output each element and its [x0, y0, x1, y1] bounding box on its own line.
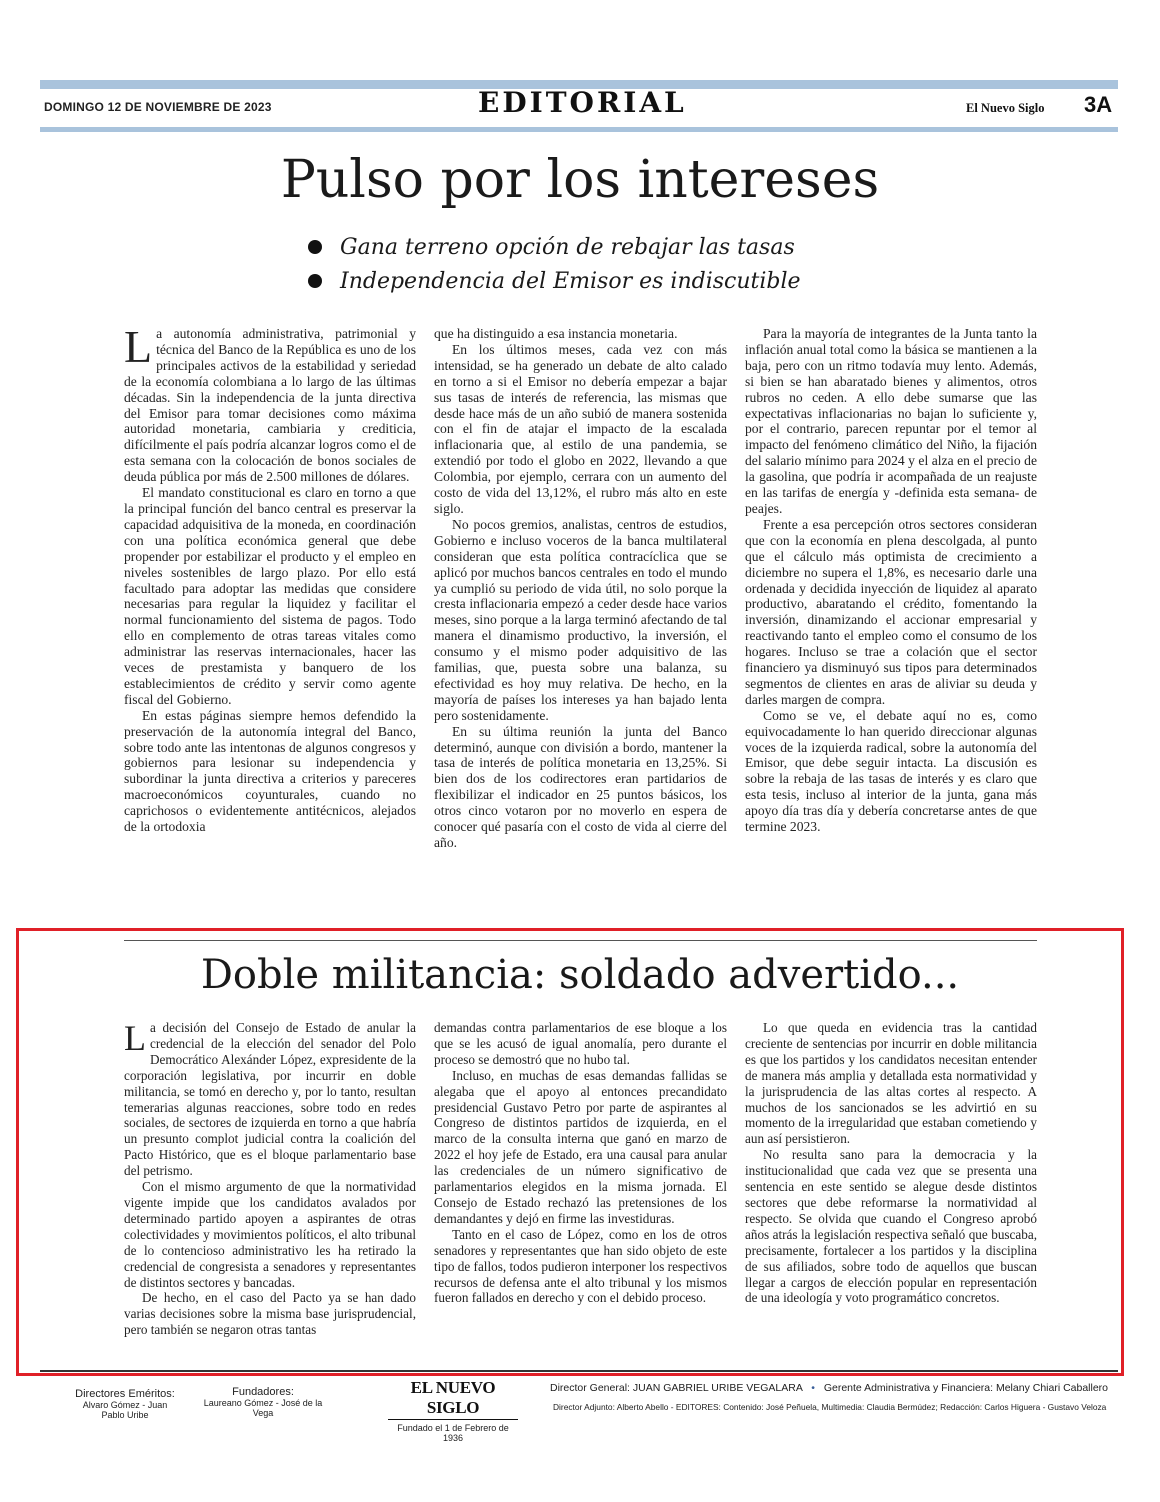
- bullet-text: Independencia del Emisor es indiscutible: [340, 268, 801, 294]
- paragraph: que ha distinguido a esa instancia monetaria.: [434, 326, 678, 341]
- bullet-icon: [308, 240, 322, 254]
- bullet-icon: [308, 274, 322, 288]
- bullet-item: [300, 230, 900, 264]
- directores-label: Directores Eméritos:: [75, 1388, 175, 1400]
- divider: [124, 940, 1037, 941]
- paragraph: Frente a esa percepción otros sectores consideran que con la economía en plena descolgada, al punto que el cálculo más optimista de crecimiento a diciembre no supera el 1,8%, es necesario darle una ordenada y decidida inyección de liquidez al aparato productivo, abaratando el crédito, fomentando la inversión, dinamizando el accionar empresarial y reactivando tanto el empleo como el consumo de los hogares. Incluso se trae a colación que el sector financiero ya disminuyó sus tipos para determinados segmentos de clientes en aras de aliviar su deuda y darles margen de compra.: [745, 516, 1037, 707]
- founded-date: Fundado el 1 de Febrero de 1936: [397, 1423, 509, 1443]
- footer-logo-block: [388, 1378, 518, 1443]
- footer-logo: EL NUEVO SIGLO: [388, 1378, 518, 1420]
- footer-rule: [40, 1370, 1118, 1372]
- section-title: EDITORIAL: [478, 86, 687, 119]
- director-general: Director General: JUAN GABRIEL URIBE VEGALARA: [550, 1382, 803, 1394]
- paragraph: Incluso, en muchas de esas demandas fallidas se alegaba que el apoyo al entonces precandidato presidencial Gustavo Petro por parte de aspirantes al Congreso de distintos partidos de izquierda, en el marco de la consulta interna que ganó en marzo de 2022 el hoy jefe de Estado, era una causal para anular las credenciales de un número significativo de parlamentarios elegidos en la misma jornada. El Consejo de Estado rechazó las pretensiones de los demandantes y dejó en firme las investiduras.: [434, 1067, 727, 1226]
- page-number: 3A: [1084, 92, 1113, 117]
- paragraph: En estas páginas siempre hemos defendido la preservación de la autonomía integral del Banco, sobre todo ante las intentonas de algunos congresos y gobiernos para lesionar su independencia y subordinar la junta directiva a criterios y pareceres macroeconómicos coyunturales, cuando no caprichosos o evidentemente antitécnicos, alejados de la ortodoxia: [124, 707, 416, 835]
- drop-cap: L: [124, 321, 153, 372]
- paragraph: La decisión del Consejo de Estado de anular la credencial de la elección del senador del Polo Democrático Alexánder López, expresidente de la corporación legislativa, por incurrir en doble militancia, se tomó en derecho y, por lo tanto, resultan temerarias algunas reacciones, sobre todo en redes sociales, de sectores de izquierda en torno a que habría un presunto complot judicial contra la coalición del Pacto Histórico, que es el bloque parlamentario base del petrismo.: [124, 1018, 416, 1179]
- directores-block: [70, 1388, 180, 1420]
- fundadores-names: Laureano Gómez - José de la Vega: [203, 1398, 323, 1418]
- fundadores-label: Fundadores:: [232, 1386, 294, 1398]
- masthead-name: El Nuevo Siglo: [966, 101, 1045, 115]
- issue-date: DOMINGO 12 DE NOVIEMBRE DE 2023: [44, 100, 272, 114]
- separator-dot: •: [811, 1382, 815, 1394]
- paragraph: En los últimos meses, cada vez con más intensidad, se ha generado un debate de alto calado en torno a si el Emisor no debería empezar a bajar sus tasas de interés de referencia, las mismas que desde hace más de un año subió de manera sostenida con el fin de atajar el impacto de la escalada inflacionaria que, al estilo de una pandemia, se extendió por todo el globo en 2022, llevando a que Colombia, por ejemplo, cerrara con un aumento del costo de vida del 13,12%, el rubro más alto en este siglo.: [434, 341, 727, 516]
- bullet-item: [300, 264, 900, 298]
- editorial-title: Pulso por los intereses: [280, 150, 880, 210]
- staff-line-2: Director Adjunto: Alberto Abello - EDITORES: Contenido: José Peñuela, Multimedia: Claudia Bermúdez; Redacción: Carlos Higuera - Gustavo Veloza: [553, 1402, 1107, 1412]
- staff-line-1: [550, 1382, 1110, 1394]
- editorial-title-2: Doble militancia: soldado advertido...: [200, 952, 960, 998]
- paragraph: Tanto en el caso de López, como en los de otros senadores y representantes que han sido objeto de este tipo de fallos, todos pudieron interponer los respectivos recursos de defensa ante el alto tribunal y los mismos fueron fallados en derecho y con el debido proceso.: [434, 1226, 727, 1306]
- paragraph: Como se ve, el debate aquí no es, como equivocadamente lo han querido direccionar algunas voces de la izquierda radical, sobre la autonomía del Emisor, que debe seguir intacta. La discusión es sobre la rebaja de las tasas de interés y es claro que esta tesis, incluso al interior de la junta, gana más apoyo día tras día y debería concretarse antes de que termine 2023.: [745, 707, 1037, 835]
- paragraph: La autonomía administrativa, patrimonial y técnica del Banco de la República es uno de los principales activos de la estabilidad y seriedad de la economía colombiana a lo largo de las últimas décadas. Sin la independencia de la junta directiva del Emisor para tomar decisiones como máxima autoridad monetaria, cambiaria y crediticia, difícilmente el país podría alcanzar logros como el de esta semana con la colocación de bonos sociales de deuda pública por más de 2.500 millones de dólares.: [124, 321, 416, 485]
- paragraph: No pocos gremios, analistas, centros de estudios, Gobierno e incluso voceros de la banca multilateral consideran que esta política contracíclica que se aplicó por muchos bancos centrales en todo el mundo ya cumplió su periodo de vida útil, no solo porque la cresta inflacionaria empezó a ceder desde hace varios meses, sino porque a la larga terminó afectando de tal manera el dinamismo productivo, la inversión, el consumo y el mismo poder adquisitivo de las familias, que, puesta sobre una balanza, su efectividad es hoy muy relativa. De hecho, en la mayoría de países los intereses ya han bajado lenta pero sostenidamente.: [434, 516, 727, 723]
- paragraph: Para la mayoría de integrantes de la Junta tanto la inflación anual total como la básica se mantienen a la baja, pero con un ritmo todavía muy lento. Además, si bien se han abaratado bienes y alimentos, otros rubros no ceden. A ello debe sumarse que las expectativas inflacionarias no bajan lo suficiente y, por el contrario, parecen repuntar por el temor al impacto del fenómeno climático del Niño, la fijación del salario mínimo para 2024 y el alza en el precio de la gasolina, que podría ir acompañada de un reajuste en las tarifas de energía y -definida esta semana- de peajes.: [745, 326, 1037, 516]
- directores-names: Alvaro Gómez - Juan Pablo Uribe: [82, 1400, 168, 1420]
- article-column-2: [434, 326, 727, 851]
- editorial-bullets: [300, 230, 900, 298]
- gerente: Gerente Administrativa y Financiera: Melany Chiari Caballero: [823, 1382, 1109, 1394]
- article2-column-2: [434, 1020, 727, 1306]
- paragraph: De hecho, en el caso del Pacto ya se han dado varias decisiones sobre la misma base jurisprudencial, pero también se negaron otras tantas: [124, 1290, 416, 1338]
- bullet-text: Gana terreno opción de rebajar las tasas: [340, 234, 795, 260]
- paragraph: No resulta sano para la democracia y la institucionalidad que cada vez que se presenta una sentencia en este sentido se alegue desde distintos sectores que debe reformarse la normatividad al respecto. Se olvida que cuando el Congreso aprobó años atrás la legislación respectiva señaló que buscaba, precisamente, fortalecer a los partidos y la disciplina de sus afiliados, sobre todo de aquellos que buscan llegar a cargos de elección popular en representación de una ideología y voto programático concretos.: [745, 1147, 1037, 1306]
- paragraph: El mandato constitucional es claro en torno a que la principal función del banco central es preservar la capacidad adquisitiva de la moneda, en coordinación con una política económica general que debe propender por estabilizar el producto y el empleo en niveles sostenibles de largo plazo. Por ello está facultado para adoptar las medidas que considere necesarias para regular la liquidez y facilitar el normal funcionamiento del sistema de pagos. Todo ello en complemento de otras tareas vitales como administrar las reservas internacionales, hacer las veces de prestamista y banquero de los establecimientos de crédito y servir como agente fiscal del Gobierno.: [124, 485, 416, 707]
- drop-cap: L: [124, 1018, 146, 1058]
- paragraph: Lo que queda en evidencia tras la cantidad creciente de sentencias por incurrir en doble militancia es que los partidos y los candidatos necesitan entender de manera más amplia y detallada esta normatividad y la jurisprudencia de las altas cortes al respecto. A muchos de los sancionados se les advirtió en su momento de la irregularidad que estaban cometiendo y aun así persistieron.: [745, 1020, 1037, 1147]
- paragraph: En su última reunión la junta del Banco determinó, aunque con división a bordo, mantener la tasa de interés de política monetaria en 13,25%. Si bien dos de los codirectores eran partidarios de flexibilizar el indicador en 25 puntos básicos, los otros cinco votaron por no moverlo en espera de conocer qué pasaría con el costo de vida al cierre del año.: [434, 723, 727, 850]
- fundadores-block: [198, 1386, 328, 1418]
- article-column-1: [124, 321, 416, 835]
- article2-column-3: [745, 1020, 1037, 1306]
- paragraph: demandas contra parlamentarios de ese bloque a los que se les acusó de igual anomalía, pero durante el proceso se demostró que no hubo tal.: [434, 1020, 727, 1067]
- paragraph: Con el mismo argumento de que la normatividad vigente impide que los candidatos avalados por determinado partido apoyen a aspirantes de otras colectividades y movimientos políticos, el alto tribunal de lo contencioso administrativo les ha retirado la credencial de congresista a senadores y representantes de distintos sectores y bancadas.: [124, 1179, 416, 1290]
- article-column-3: [745, 326, 1037, 835]
- article2-column-1: [124, 1020, 416, 1338]
